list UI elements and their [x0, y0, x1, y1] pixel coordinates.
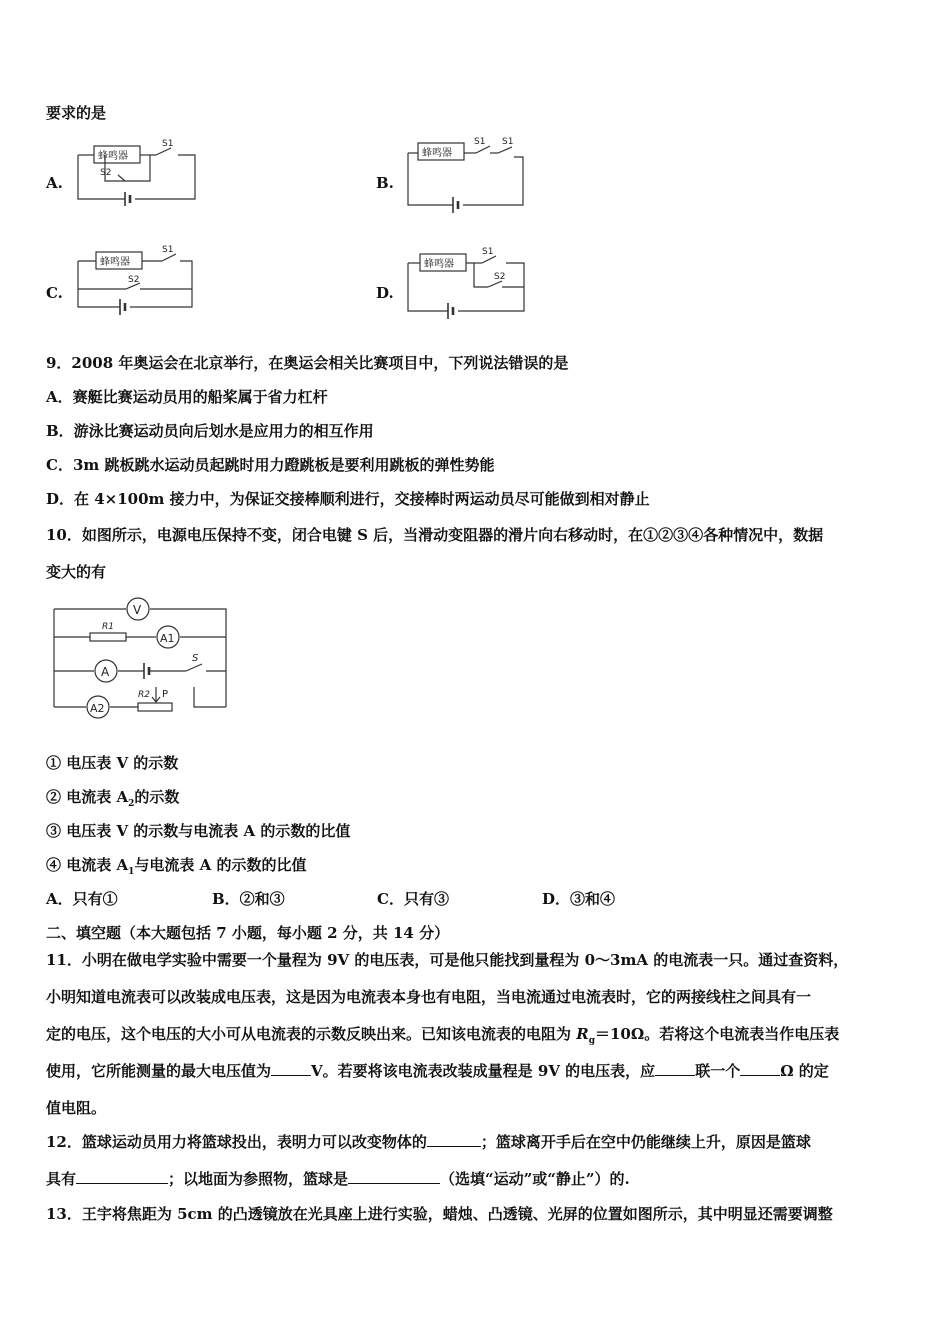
q10-option-d: D．③和④ [542, 890, 616, 908]
switch-label-s1-d: S1 [482, 247, 494, 257]
section-2-heading: 二、填空题（本大题包括 7 小题，每小题 2 分，共 14 分） [46, 924, 450, 942]
q12-line2-c: （选填“运动”或“静止”）的. [440, 1170, 630, 1188]
buzzer-label-d: 蜂鸣器 [424, 259, 454, 270]
ammeter-a1-label: A1 [160, 632, 175, 645]
q10-item-2-b: 的示数 [134, 788, 180, 806]
q12-line2 [46, 1169, 630, 1189]
ammeter-a-label: A [101, 665, 110, 679]
q11-blank-resistance[interactable] [740, 1061, 780, 1076]
q10-stem-line2: 变大的有 [46, 563, 107, 581]
switch-label-s1-b: S1 [474, 137, 486, 147]
q12-blank-1[interactable] [427, 1132, 481, 1147]
q8-option-b-label: B. [376, 174, 394, 192]
switch-label-s1-a: S1 [162, 139, 174, 149]
circuit-diagram-b [398, 133, 538, 213]
switch-s-label: S [192, 653, 199, 664]
circuit-diagram-a [70, 135, 210, 215]
q11-rg-sub: g [588, 1036, 595, 1046]
q11-line2: 小明知道电流表可以改装成电压表，这是因为电流表本身也有电阻，当电流通过电流表时，它的两接线柱之间具有一 [46, 988, 812, 1006]
q9-option-a: A．赛艇比赛运动员用的船桨属于省力杠杆 [46, 388, 328, 406]
q12-line2-a: 具有 [46, 1170, 77, 1188]
intro-text: 要求的是 [46, 104, 107, 122]
q12-blank-3[interactable] [348, 1169, 440, 1184]
q12-line1 [46, 1132, 811, 1152]
q10-item-2 [46, 787, 179, 814]
q11-line4-a: 使用，它所能测量的最大电压值为 [46, 1062, 272, 1080]
q12-line1-a: 12．篮球运动员用力将篮球投出，表明力可以改变物体的 [46, 1133, 427, 1151]
buzzer-label-a: 蜂鸣器 [98, 151, 128, 162]
q10-item-4-b: 与电流表 A 的示数的比值 [134, 856, 307, 874]
q10-item-2-sub: 2 [128, 799, 135, 809]
voltmeter-label: V [133, 603, 142, 617]
q9-option-c: C．3m 跳板跳水运动员起跳时用力蹬跳板是要利用跳板的弹性势能 [46, 456, 495, 474]
q8-option-d-label: D. [376, 284, 394, 302]
q9-option-d: D．在 4×100m 接力中，为保证交接棒顺利进行，交接棒时两运动员尽可能做到相对静止 [46, 490, 650, 508]
switch-label-s2-c: S2 [128, 275, 140, 285]
q11-line4-c: 联一个 [695, 1062, 741, 1080]
q11-line3-a: 定的电压，这个电压的大小可从电流表的示数反映出来。已知该电流表的电阻为 [46, 1025, 577, 1043]
resistor-r2-label: R2 [138, 690, 150, 700]
q11-line5: 值电阻。 [46, 1099, 107, 1117]
q12-blank-2[interactable] [76, 1169, 168, 1184]
buzzer-label-c: 蜂鸣器 [100, 257, 130, 268]
circuit-diagram-d [398, 245, 538, 325]
q11-rg-symbol: R [576, 1025, 589, 1043]
q8-option-c-label: C. [46, 284, 63, 302]
q11-blank-connection[interactable] [655, 1061, 695, 1076]
switch-label-s2-a: S2 [100, 168, 112, 178]
q8-option-a-label: A. [46, 174, 63, 192]
q10-item-4 [46, 855, 306, 882]
switch-label-s2-b: S1 [502, 137, 514, 147]
q11-line3-b: ＝10Ω。若将这个电流表当作电压表 [595, 1025, 840, 1043]
q10-item-4-sub: 1 [128, 867, 135, 877]
q11-blank-voltage[interactable] [271, 1061, 311, 1076]
q11-line4 [46, 1061, 829, 1081]
q11-line4-b: V。若要将该电流表改装成量程是 9V 的电压表，应 [311, 1062, 656, 1080]
q9-stem: 9．2008 年奥运会在北京举行，在奥运会相关比赛项目中，下列说法错误的是 [46, 354, 569, 372]
q12-line1-b: ；篮球离开手后在空中仍能继续上升，原因是篮球 [480, 1133, 811, 1151]
q10-circuit-diagram [46, 595, 236, 725]
q10-item-4-a: ④ 电流表 A [46, 856, 129, 874]
ammeter-a2-label: A2 [90, 702, 105, 715]
q10-option-a: A．只有① [46, 890, 118, 908]
q11-line1: 11．小明在做电学实验中需要一个量程为 9V 的电压表，可是他只能找到量程为 0～3mA 的电流表一只。通过查资料， [46, 951, 849, 969]
q10-item-1: ① 电压表 V 的示数 [46, 754, 179, 772]
q13-line1: 13．王宇将焦距为 5cm 的凸透镜放在光具座上进行实验，蜡烛、凸透镜、光屏的位置如图所示，其中明显还需要调整 [46, 1205, 833, 1223]
q10-item-2-a: ② 电流表 A [46, 788, 129, 806]
q10-item-3: ③ 电压表 V 的示数与电流表 A 的示数的比值 [46, 822, 351, 840]
buzzer-label-b: 蜂鸣器 [422, 148, 452, 159]
slider-p-label: P [162, 689, 169, 700]
q12-line2-b: ；以地面为参照物，篮球是 [168, 1170, 349, 1188]
q11-line3 [46, 1024, 839, 1051]
q11-line4-d: Ω 的定 [780, 1062, 829, 1080]
q10-option-b: B．②和③ [212, 890, 285, 908]
circuit-diagram-c [70, 245, 210, 325]
q9-option-b: B．游泳比赛运动员向后划水是应用力的相互作用 [46, 422, 374, 440]
q10-option-c: C．只有③ [377, 890, 449, 908]
resistor-r1-label: R1 [102, 622, 114, 632]
q10-stem-line1: 10．如图所示，电源电压保持不变，闭合电键 S 后，当滑动变阻器的滑片向右移动时，在①②③④各种情况中，数据 [46, 526, 824, 544]
switch-label-s1-c: S1 [162, 245, 174, 255]
switch-label-s2-d: S2 [494, 272, 506, 282]
